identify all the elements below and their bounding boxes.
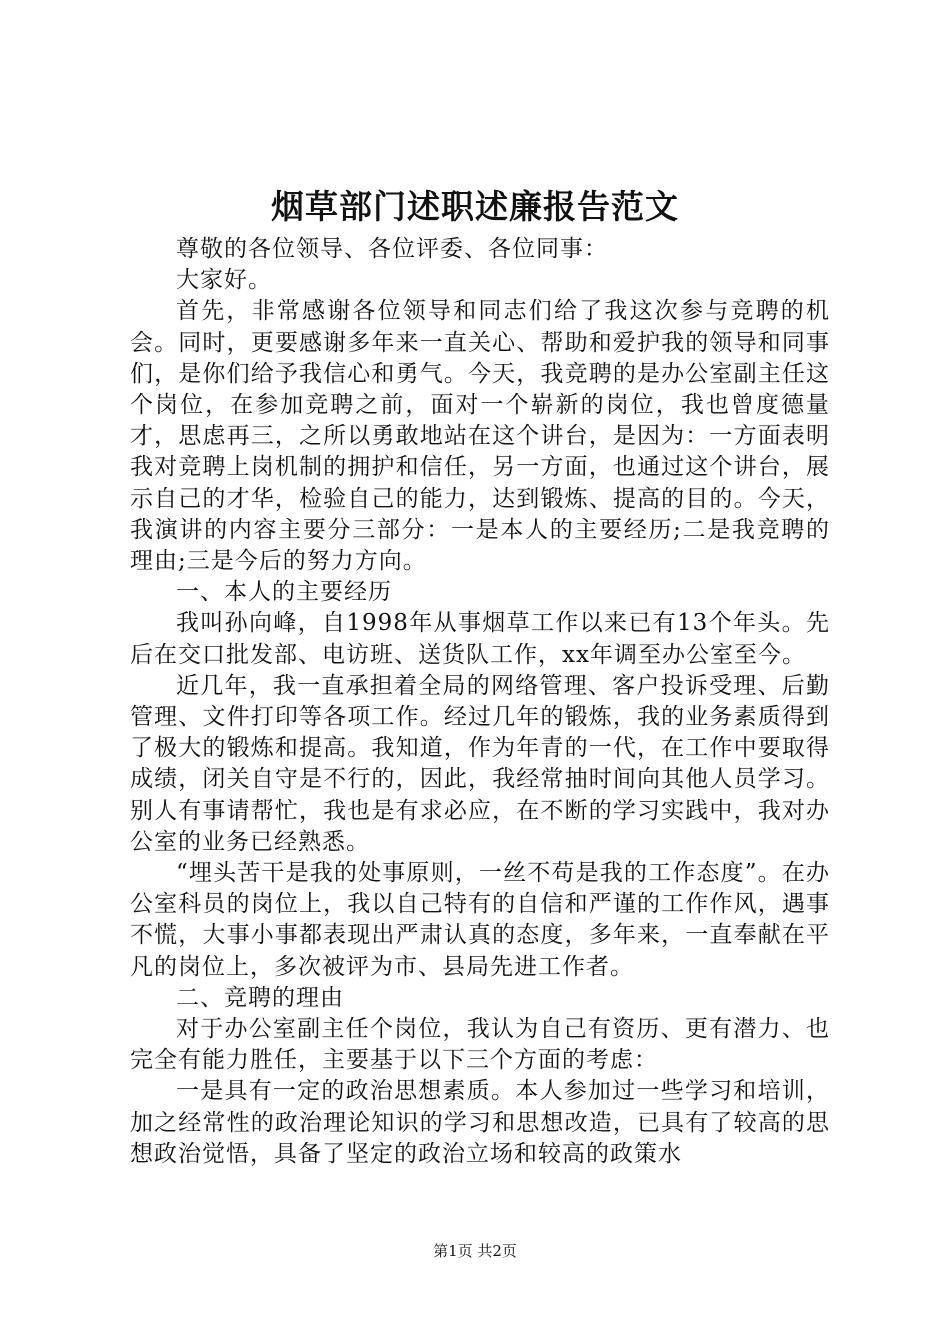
paragraph-greeting: 大家好。 [176,267,272,294]
paragraph-work-attitude: “埋头苦干是我的处事原则，一丝不苟是我的工作态度”。在办公室科员的岗位上，我以自己特有的自信和严谨的工作作风，遇事不慌，大事小事都表现出严肃认真的态度，多年来，一直奉献在平凡的岗位上，多次被评为市、县局先进工作者。 [130,860,830,980]
paragraph-intro: 首先，非常感谢各位领导和同志们给了我这次参与竞聘的机会。同时，更要感谢多年来一直关心、帮助和爱护我的领导和同事们，是你们给予我信心和勇气。今天，我竞聘的是办公室副主任这个岗位，在参加竞聘之前，面对一个崭新的岗位，我也曾度德量才，思虑再三，之所以勇敢地站在这个讲台，是因为：一方面表明我对竞聘上岗机制的拥护和信任，另一方面，也通过这个讲台，展示自己的才华，检验自己的能力，达到锻炼、提高的目的。今天，我演讲的内容主要分三部分：一是本人的主要经历;二是我竞聘的理由;三是今后的努力方向。 [130,298,830,575]
paragraph-reason-one: 一是具有一定的政治思想素质。本人参加过一些学习和培训，加之经常性的政治理论知识的学习和思想改造，已具有了较高的思想政治觉悟，具备了坚定的政治立场和较高的政策水 [130,1078,830,1167]
document-body [130,234,830,1170]
paragraph-recent-work: 近几年，我一直承担着全局的网络管理、客户投诉受理、后勤管理、文件打印等各项工作。经过几年的锻炼，我的业务素质得到了极大的锻炼和提高。我知道，作为年青的一代，在工作中要取得成绩，闭关自守是不行的，因此，我经常抽时间向其他人员学习。别人有事请帮忙，我也是有求必应，在不断的学习实践中，我对办公室的业务已经熟悉。 [130,672,830,855]
section-heading-reasons: 二、竞聘的理由 [176,984,344,1011]
paragraph-self-intro: 我叫孙向峰，自1998年从事烟草工作以来已有13个年头。先后在交口批发部、电访班、送货队工作，xx年调至办公室至今。 [130,610,830,668]
paragraph-salutation: 尊敬的各位领导、各位评委、各位同事： [176,236,608,262]
page-number: 第1页 共2页 [433,1242,517,1260]
document-title: 烟草部门述职述廉报告范文 [271,187,679,226]
section-heading-experience: 一、本人的主要经历 [176,579,392,606]
paragraph-reasons-intro: 对于办公室副主任个岗位，我认为自己有资历、更有潜力、也完全有能力胜任，主要基于以下三个方面的考虑： [130,1016,830,1074]
